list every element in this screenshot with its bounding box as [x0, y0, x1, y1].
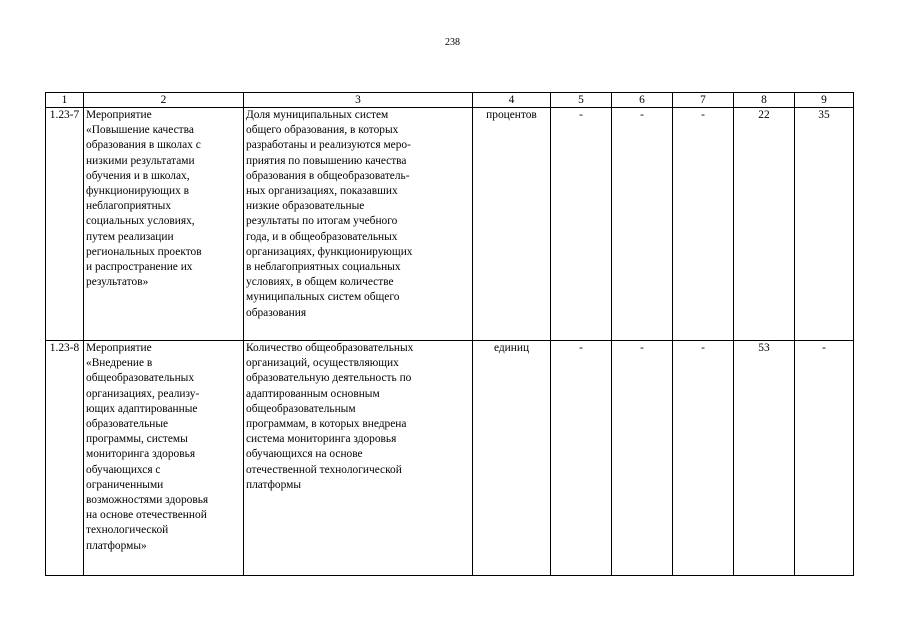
text-line: условиях, в общем количестве	[246, 276, 394, 289]
unit-cell: процентов	[473, 108, 551, 341]
text-line: система мониторинга здоровья	[246, 433, 397, 446]
value-cell-5: -	[551, 108, 612, 341]
text-line: отечественной технологической	[246, 463, 402, 476]
column-header: 6	[612, 93, 673, 108]
text-line: неблагоприятных	[86, 200, 172, 213]
text-line: образования в общеобразователь-	[246, 169, 410, 182]
indicator-cell	[244, 341, 473, 576]
column-header: 5	[551, 93, 612, 108]
text-line: результатов»	[86, 276, 149, 289]
column-header: 4	[473, 93, 551, 108]
text-line: низкие образовательные	[246, 200, 365, 213]
text-line: организациях, реализу-	[86, 387, 200, 400]
event-cell	[84, 341, 244, 576]
text-line: образования в школах с	[86, 139, 201, 152]
page-number: 238	[445, 37, 460, 48]
text-line: организаций, осуществляющих	[246, 357, 399, 370]
value-cell-8: 22	[734, 108, 795, 341]
text-line: Мероприятие	[86, 109, 152, 121]
text-line: муниципальных систем общего	[246, 291, 400, 304]
text-line: ющих адаптированные	[86, 402, 198, 415]
text-line: возможностями здоровья	[86, 494, 209, 507]
text-line: платформы»	[86, 539, 147, 552]
text-line: адаптированным основным	[246, 387, 380, 400]
text-line: образовательные	[86, 418, 169, 431]
text-line: и распространение их	[86, 261, 193, 274]
value-cell-9: 35	[795, 108, 854, 341]
text-line: обучающихся на основе	[246, 448, 363, 461]
text-line: «Повышение качества	[86, 124, 194, 137]
text-line: разработаны и реализуются меро-	[246, 139, 411, 152]
table-row	[46, 108, 854, 341]
text-line: приятия по повышению качества	[246, 154, 407, 167]
header-row	[46, 93, 854, 108]
event-cell	[84, 108, 244, 341]
text-line: результаты по итогам учебного	[246, 215, 398, 228]
value-cell-8: 53	[734, 341, 795, 576]
column-header: 7	[673, 93, 734, 108]
text-line: в неблагоприятных социальных	[246, 261, 401, 274]
text-line: образования	[246, 306, 307, 319]
row-id: 1.23-8	[46, 341, 84, 576]
column-header: 2	[84, 93, 244, 108]
text-line: ных организациях, показавших	[246, 185, 398, 198]
text-line: «Внедрение в	[86, 357, 153, 370]
column-header: 1	[46, 93, 84, 108]
value-cell-5: -	[551, 341, 612, 576]
text-line: Количество общеобразовательных	[246, 342, 414, 354]
text-line: Мероприятие	[86, 342, 152, 354]
text-line: на основе отечественной	[86, 509, 207, 522]
text-line: программам, в которых внедрена	[246, 418, 407, 431]
text-line: социальных условиях,	[86, 215, 195, 228]
text-line: общеобразовательных	[86, 372, 195, 385]
text-line: Доля муниципальных систем	[246, 109, 389, 121]
unit-cell: единиц	[473, 341, 551, 576]
text-line: программы, системы	[86, 433, 188, 446]
text-line: общего образования, в которых	[246, 124, 399, 137]
text-line: платформы	[246, 478, 301, 491]
column-header: 8	[734, 93, 795, 108]
text-line: организациях, функционирующих	[246, 245, 413, 258]
text-line: общеобразовательным	[246, 402, 356, 415]
indicator-cell	[244, 108, 473, 341]
text-line: года, и в общеобразовательных	[246, 230, 398, 243]
text-line: технологической	[86, 524, 169, 537]
text-line: обучающихся с	[86, 463, 161, 476]
value-cell-6: -	[612, 108, 673, 341]
text-line: путем реализации	[86, 230, 174, 243]
value-cell-9: -	[795, 341, 854, 576]
column-header: 9	[795, 93, 854, 108]
text-line: обучения и в школах,	[86, 169, 190, 182]
row-id: 1.23-7	[46, 108, 84, 341]
text-line: региональных проектов	[86, 245, 202, 258]
indicators-table	[45, 92, 854, 576]
value-cell-7: -	[673, 341, 734, 576]
value-cell-7: -	[673, 108, 734, 341]
text-line: функционирующих в	[86, 185, 190, 198]
table-row	[46, 341, 854, 576]
text-line: низкими результатами	[86, 154, 195, 167]
text-line: образовательную деятельность по	[246, 372, 412, 385]
column-header: 3	[244, 93, 473, 108]
value-cell-6: -	[612, 341, 673, 576]
text-line: ограниченными	[86, 478, 164, 491]
text-line: мониторинга здоровья	[86, 448, 196, 461]
